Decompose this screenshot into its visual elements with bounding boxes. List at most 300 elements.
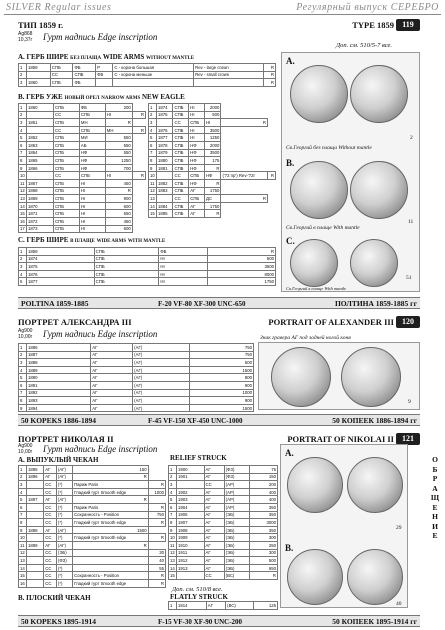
table-cell: 75: [250, 466, 278, 474]
table-cell: 1864: [27, 149, 54, 157]
table-cell: АГ: [204, 557, 224, 565]
table-cell: [73, 557, 149, 565]
table-row: [19, 381, 254, 389]
table-cell: (АР): [224, 496, 250, 504]
table-cell: (АГ): [133, 351, 190, 359]
table-cell: 550: [105, 149, 132, 157]
table-row: [19, 104, 146, 112]
table-cell: Сохранность - Position: [73, 511, 149, 519]
table-cell: (*): [56, 534, 72, 542]
row-index: 1: [169, 466, 177, 474]
table-cell: 3500: [204, 126, 220, 134]
table-cell: 1869: [27, 195, 54, 203]
table-cell: 1883: [157, 187, 173, 195]
row-index: 7: [19, 511, 27, 519]
row-index: 4: [19, 270, 27, 278]
table-cell: СПБ: [189, 195, 205, 203]
table-cell: АГ: [91, 397, 133, 405]
table-row: [149, 164, 276, 172]
table-cell: 350: [250, 511, 278, 519]
row-index: 6: [19, 381, 27, 389]
side-letter: Р: [432, 474, 438, 483]
coin-reverse: [350, 65, 408, 123]
table-cell: НI: [79, 195, 105, 203]
table-cell: [157, 119, 173, 127]
row-index: 9: [19, 526, 27, 534]
row-index: 2: [19, 71, 27, 79]
row-index: 2: [169, 473, 177, 481]
table-cell: R: [148, 481, 165, 489]
ref-note: Доп. см. 510/8 все.: [172, 586, 223, 593]
table-row: [149, 149, 276, 157]
row-index: 12: [150, 188, 155, 194]
table-row: [149, 134, 276, 142]
row-index: 4: [19, 488, 27, 496]
table-cell: АБ: [79, 141, 105, 149]
table-cell: 800: [189, 374, 253, 382]
table-cell: (*): [56, 519, 72, 527]
table-cell: АГ: [204, 564, 224, 572]
table-cell: (ФЗ): [56, 557, 72, 565]
table-cell: R: [132, 126, 145, 134]
table-cell: 1870: [27, 202, 54, 210]
table-cell: СС: [44, 503, 57, 511]
table-cell: (АГ): [133, 374, 190, 382]
row-index: 6: [149, 141, 157, 149]
table-cell: НФ: [189, 179, 205, 187]
table-cell: 550: [105, 141, 132, 149]
table-row: [19, 519, 166, 527]
table-cell: Rev - large crown: [194, 64, 264, 72]
table-cell: 1879: [157, 149, 173, 157]
table-cell: СПБ: [54, 141, 80, 149]
title-ru: ПОРТРЕТ АЛЕКСАНДРА III: [18, 317, 132, 327]
table-cell: (АГ): [133, 404, 190, 412]
table-cell: НI: [204, 119, 220, 127]
coin-obverse: [287, 457, 343, 513]
subsection-a: А. ВЫПУКЛЫЙ ЧЕКАН: [18, 456, 99, 464]
row-index: 15: [150, 211, 155, 217]
table-cell: Гладкий гурт Smooth edge: [73, 579, 149, 587]
table-cell: 1881: [157, 164, 173, 172]
table-cell: 1893: [27, 397, 91, 405]
table-cell: [27, 481, 44, 489]
footer-bar-nikolai: [18, 615, 420, 627]
table-cell: 750: [148, 511, 165, 519]
table-cell: 1888: [27, 359, 91, 367]
table-cell: НФ: [79, 164, 105, 172]
table-cell: СПБ: [54, 119, 80, 127]
coin-photos: [281, 52, 420, 292]
table-row: [19, 195, 146, 203]
table-row: [149, 210, 276, 218]
table-cell: 1882: [157, 179, 173, 187]
table-cell: 1750: [208, 278, 276, 286]
table-cell: 1865: [27, 157, 54, 165]
table-cell: R: [132, 111, 145, 119]
table-cell: (*): [56, 579, 72, 587]
table-cell: R: [221, 119, 268, 127]
table-cell: R: [264, 71, 276, 79]
section-number: 121: [396, 433, 420, 445]
table-row: [19, 344, 254, 352]
table-cell: НФ: [79, 157, 105, 165]
table-cell: R: [148, 534, 165, 542]
row-index: 4: [149, 126, 157, 134]
table-nikolai-flat: [168, 601, 278, 610]
coin-obverse: [290, 161, 348, 219]
table-cell: 750: [189, 351, 253, 359]
row-index: 10: [20, 173, 25, 179]
row-index: 9: [19, 404, 27, 412]
table-cell: АГ: [91, 366, 133, 374]
table-row: [169, 541, 278, 549]
row-index: 14: [150, 203, 155, 209]
row-index: 9: [19, 164, 27, 172]
table-row: [169, 481, 278, 489]
table-row: [19, 202, 146, 210]
alloy: Ag900: [18, 443, 33, 449]
table-cell: СПБ: [54, 210, 80, 218]
table-row: [19, 187, 146, 195]
table-cell: СПБ: [173, 179, 189, 187]
table-cell: 1876: [27, 270, 95, 278]
table-cell: [27, 111, 54, 119]
table-cell: [27, 557, 44, 565]
table-cell: АГ: [204, 473, 224, 481]
table-cell: 1860: [27, 104, 54, 112]
table-row: [169, 488, 278, 496]
table-row: [149, 141, 276, 149]
photo-number: 51: [406, 275, 412, 281]
section-poltina: [18, 20, 420, 310]
table-cell: СПБ: [50, 64, 73, 72]
table-cell: (ЭБ): [224, 564, 250, 572]
coin-reverse: [350, 161, 408, 219]
table-cell: МИ: [79, 134, 105, 142]
weight: 10,00г: [18, 449, 33, 455]
row-index: 10: [170, 535, 175, 541]
row-index: 2: [19, 111, 27, 119]
row-index: 5: [19, 134, 27, 142]
row-index: 8: [149, 157, 157, 165]
table-cell: Париж Paris: [73, 481, 149, 489]
table-cell: НI: [159, 255, 208, 263]
row-index: 12: [170, 550, 175, 556]
photo-number: 9: [408, 399, 411, 405]
table-cell: 150: [250, 473, 278, 481]
table-cell: 1000: [189, 389, 253, 397]
table-cell: НФ: [189, 157, 205, 165]
table-cell: НI: [79, 179, 105, 187]
table-cell: 900: [189, 381, 253, 389]
table-cell: 3000: [250, 519, 278, 527]
photo-number: 40: [396, 601, 402, 607]
row-index: 14: [20, 565, 25, 571]
table-cell: 1874: [27, 255, 95, 263]
table-row: [19, 488, 166, 496]
table-cell: СС: [44, 564, 57, 572]
table-cell: 8000: [208, 270, 276, 278]
table-row: [169, 496, 278, 504]
row-index: 7: [169, 511, 177, 519]
table-cell: СПБ: [54, 104, 80, 112]
table-cell: 1911: [177, 549, 205, 557]
table-cell: НI: [189, 126, 205, 134]
subsection-a-en: RELIEF STRUCK: [170, 454, 227, 462]
table-cell: СПБ: [94, 270, 159, 278]
title-ru: ПОРТРЕТ НИКОЛАЯ II: [18, 434, 114, 444]
table-cell: СПБ: [173, 134, 189, 142]
table-row: [19, 164, 146, 172]
table-cell: (АГ): [56, 526, 72, 534]
table-cell: ДС: [204, 195, 220, 203]
row-index: 13: [150, 195, 155, 201]
table-cell: [27, 172, 54, 180]
table-cell: АГ: [204, 488, 224, 496]
table-cell: Сохранность - Position: [73, 572, 149, 580]
row-index: 2: [19, 255, 27, 263]
table-cell: СС: [173, 172, 189, 180]
table-row: [19, 134, 146, 142]
table-row: [19, 210, 146, 218]
row-index: 1: [19, 466, 27, 474]
table-row: [19, 557, 166, 565]
table-cell: СПБ: [173, 126, 189, 134]
table-row: [19, 366, 254, 374]
table-cell: 900: [105, 195, 132, 203]
table-row: [19, 473, 166, 481]
table-cell: СС: [54, 126, 80, 134]
table-row: [19, 351, 254, 359]
photo-label-a: A.: [286, 56, 295, 66]
table-cell: 1250: [204, 134, 220, 142]
table-cell: 1250: [105, 157, 132, 165]
table-cell: СС: [44, 488, 57, 496]
footer-ru: ПОЛТИНА 1859-1885 гг: [334, 299, 417, 308]
row-index: 11: [19, 179, 27, 187]
table-cell: (ЭБ): [224, 549, 250, 557]
side-letter: А: [432, 483, 438, 493]
row-index: 5: [19, 496, 27, 504]
table-cell: [27, 572, 44, 580]
photo-label-c: C.: [286, 236, 295, 246]
table-row: [19, 572, 166, 580]
side-letter: О: [432, 455, 438, 464]
subsection-b: В. ПЛОСКИЙ ЧЕКАН: [18, 594, 91, 602]
table-cell: СПБ: [50, 79, 73, 87]
table-cell: НI: [189, 111, 205, 119]
table-cell: 1880: [157, 157, 173, 165]
table-cell: ФБ: [73, 79, 96, 87]
table-cell: 1904: [177, 503, 205, 511]
table-row: [149, 179, 276, 187]
table-cell: [27, 549, 44, 557]
table-row: [169, 557, 278, 565]
table-cell: СПБ: [173, 210, 189, 218]
table-cell: 175: [204, 157, 220, 165]
table-cell: СПБ: [173, 104, 189, 112]
header-right: Регулярный выпуск СЕРЕБРО: [296, 2, 439, 13]
table-cell: СС: [54, 172, 80, 180]
table-cell: АГ: [204, 549, 224, 557]
table-cell: СПБ: [173, 141, 189, 149]
row-index: 2: [19, 351, 27, 359]
row-index: 7: [19, 149, 27, 157]
section-nikolai: [18, 434, 420, 614]
table-cell: R: [267, 172, 275, 180]
table-cell: 500: [189, 359, 253, 367]
table-cell: (ЭБ): [224, 541, 250, 549]
table-cell: 750: [189, 344, 253, 352]
table-cell: НI: [189, 104, 205, 112]
footer-bar-alexander: [18, 414, 420, 426]
table-row: [19, 217, 146, 225]
table-cell: (АГ): [133, 366, 190, 374]
edge-text: Гурт надпись Edge inscription: [43, 32, 158, 42]
table-cell: 1885: [157, 210, 173, 218]
table-cell: 1877: [27, 278, 95, 286]
table-cell: 1914: [177, 602, 207, 610]
row-index: 1: [169, 602, 177, 610]
table-cell: 1862: [27, 134, 54, 142]
table-cell: 1750: [204, 202, 220, 210]
photo-number: 11: [408, 219, 414, 225]
table-cell: 1863: [27, 141, 54, 149]
table-row: [19, 389, 254, 397]
coin-obverse: [287, 549, 343, 605]
table-cell: СС: [50, 71, 73, 79]
subsection-b: В. ГЕРБ УЖЕ НОВЫЙ ОРЕЛ NARROW ARMS NEW EAGLE: [18, 93, 185, 101]
table-cell: 200: [105, 104, 132, 112]
table-cell: 150: [73, 466, 149, 474]
table-cell: СС: [44, 511, 57, 519]
table-cell: 1873: [27, 225, 54, 233]
table-cell: АГ: [44, 496, 57, 504]
table-cell: 1875: [157, 111, 173, 119]
table-cell: R: [204, 210, 220, 218]
table-cell: 1902: [177, 488, 205, 496]
table-row: [19, 157, 146, 165]
row-index: 11: [19, 541, 27, 549]
row-index: 8: [169, 519, 177, 527]
table-cell: 1913: [177, 564, 205, 572]
table-row: [19, 64, 276, 72]
coin-reverse: [350, 239, 398, 287]
table-cell: 1903: [177, 496, 205, 504]
table-cell: [27, 534, 44, 542]
table-cell: (АГ): [133, 389, 190, 397]
row-index: 10: [150, 173, 155, 179]
table-cell: 1860: [27, 79, 51, 87]
coin-reverse: [341, 347, 401, 407]
table-cell: 1895: [27, 466, 44, 474]
table-cell: СС: [44, 549, 57, 557]
table-cell: НI: [79, 187, 105, 195]
table-cell: СПБ: [54, 187, 80, 195]
alloy: Ag868: [18, 31, 33, 37]
table-nikolai-left: [18, 465, 166, 588]
table-cell: (ЭБ): [224, 511, 250, 519]
row-index: 8: [19, 519, 27, 527]
edge-text: Гурт надпись Edge inscription: [43, 329, 158, 339]
table-row: [19, 359, 254, 367]
table-cell: R: [264, 64, 276, 72]
table-cell: 1867: [27, 179, 54, 187]
coin-reverse: [347, 549, 403, 605]
table-cell: R: [208, 248, 276, 256]
footer-prices: F-20 VF-80 XF-300 UNC-650: [158, 300, 246, 308]
table-cell: АГ: [204, 496, 224, 504]
table-cell: R: [132, 172, 145, 180]
table-cell: 1874: [157, 104, 173, 112]
table-cell: АГ: [204, 541, 224, 549]
row-index: 11: [149, 179, 157, 187]
table-row: [149, 119, 276, 127]
side-letter: Б: [432, 464, 438, 474]
table-cell: [73, 564, 149, 572]
table-cell: 550: [105, 134, 132, 142]
table-row: [169, 549, 278, 557]
table-cell: 350: [250, 503, 278, 511]
table-cell: 30: [148, 549, 165, 557]
table-row: [19, 172, 146, 180]
table-cell: СС: [173, 119, 189, 127]
table-cell: АГ: [44, 541, 57, 549]
table-row: [19, 397, 254, 405]
table-cell: [27, 503, 44, 511]
table-cell: СПБ: [189, 172, 205, 180]
table-cell: (АГ): [133, 359, 190, 367]
table-cell: R: [105, 187, 132, 195]
table-cell: НФ: [204, 172, 220, 180]
table-cell: НI: [159, 263, 208, 271]
row-index: 8: [19, 157, 27, 165]
table-row: [19, 141, 146, 149]
page-header: [4, 1, 441, 15]
table-cell: 1894: [27, 404, 91, 412]
table-cell: 1909: [177, 534, 205, 542]
table-cell: [113, 79, 194, 87]
row-index: 1: [19, 64, 27, 72]
table-cell: 1000: [148, 488, 165, 496]
table-cell: СПБ: [94, 255, 159, 263]
row-index: 5: [149, 134, 157, 142]
table-cell: ('72 пр') Rev-'72r: [221, 172, 268, 180]
photo-caption: Св.Георгий в плаще With mantle: [286, 286, 347, 291]
table-cell: СПБ: [54, 195, 80, 203]
table-cell: НI: [79, 225, 105, 233]
table-cell: СПБ: [54, 225, 80, 233]
table-cell: [27, 519, 44, 527]
engraver-note: Знак гравера АГ под задней ногой коня: [260, 335, 351, 341]
table-cell: СПБ: [173, 187, 189, 195]
table-cell: 55: [148, 564, 165, 572]
table-cell: 1906: [177, 511, 205, 519]
table-cell: 200: [250, 481, 278, 489]
metal-info: [18, 328, 32, 340]
coin-obverse: [290, 65, 348, 123]
table-cell: 1899: [27, 541, 44, 549]
table-cell: НI: [79, 217, 105, 225]
row-index: 4: [169, 488, 177, 496]
table-cell: 1897: [27, 496, 44, 504]
row-index: 4: [19, 366, 27, 374]
table-cell: R: [148, 572, 165, 580]
row-index: 5: [169, 496, 177, 504]
table-cell: 1912: [177, 557, 205, 565]
row-index: 12: [20, 550, 25, 556]
